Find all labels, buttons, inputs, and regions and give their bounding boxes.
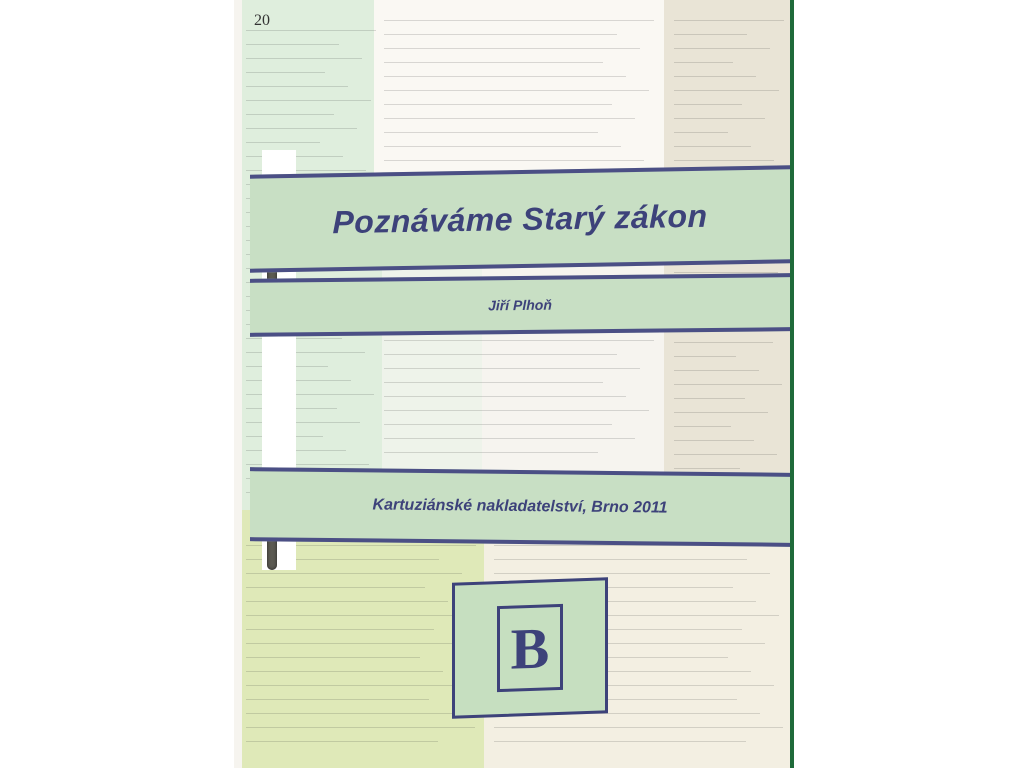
text-line — [384, 396, 626, 397]
text-line — [494, 559, 747, 560]
text-line — [246, 573, 462, 574]
text-line — [674, 454, 777, 455]
text-line — [246, 142, 320, 143]
logo-frame — [497, 604, 563, 692]
text-line — [246, 86, 348, 87]
text-line — [384, 118, 635, 119]
text-line — [674, 48, 770, 49]
text-line — [674, 426, 731, 427]
text-line — [384, 354, 617, 355]
text-line — [674, 34, 747, 35]
title-banner — [250, 165, 790, 272]
text-line — [494, 573, 770, 574]
text-line — [246, 601, 448, 602]
text-line — [674, 398, 745, 399]
book-cover — [234, 0, 790, 768]
text-line — [246, 657, 420, 658]
page-number: 20 — [254, 12, 270, 29]
text-line — [384, 20, 654, 21]
text-line — [246, 685, 466, 686]
text-line — [674, 76, 756, 77]
logo-letter: B — [510, 614, 550, 682]
text-line — [674, 370, 759, 371]
text-line — [384, 382, 603, 383]
book-publisher: Kartuziánské nakladatelství, Brno 2011 — [372, 496, 668, 517]
text-line — [246, 727, 475, 728]
text-line — [674, 384, 782, 385]
publisher-logo — [452, 577, 608, 718]
author-banner — [250, 273, 790, 337]
text-line — [674, 468, 740, 469]
text-line — [246, 58, 362, 59]
text-line — [674, 440, 754, 441]
text-line — [674, 160, 774, 161]
text-line — [384, 438, 635, 439]
text-line — [384, 146, 621, 147]
text-line — [384, 34, 617, 35]
text-line — [674, 356, 736, 357]
text-line — [384, 132, 598, 133]
text-line — [246, 629, 434, 630]
text-line — [384, 90, 649, 91]
text-line — [494, 741, 746, 742]
text-line — [674, 90, 779, 91]
text-line — [384, 160, 644, 161]
text-line — [246, 643, 457, 644]
book-edge — [790, 0, 794, 768]
text-line — [246, 450, 346, 451]
text-line — [384, 48, 640, 49]
book-title: Poznáváme Starý zákon — [332, 197, 708, 240]
text-line — [384, 62, 603, 63]
text-line — [384, 410, 649, 411]
text-line — [674, 62, 733, 63]
text-line — [674, 104, 742, 105]
text-line — [384, 368, 640, 369]
text-line — [246, 615, 471, 616]
text-line — [246, 699, 429, 700]
text-line — [384, 424, 612, 425]
text-line — [674, 132, 728, 133]
text-line — [246, 114, 334, 115]
text-line — [246, 72, 325, 73]
text-line — [246, 713, 452, 714]
book-author: Jiří Plhoň — [488, 296, 552, 314]
publisher-banner — [250, 467, 790, 547]
text-line — [384, 76, 626, 77]
text-line — [494, 727, 783, 728]
text-line — [674, 412, 768, 413]
text-line — [246, 44, 339, 45]
text-line — [674, 20, 784, 21]
text-line — [384, 340, 654, 341]
text-line — [246, 671, 443, 672]
text-line — [674, 342, 773, 343]
text-line — [246, 128, 357, 129]
text-line — [246, 587, 425, 588]
text-line — [384, 104, 612, 105]
text-line — [246, 30, 376, 31]
text-line — [674, 146, 751, 147]
text-line — [246, 741, 438, 742]
text-line — [246, 100, 371, 101]
text-line — [674, 118, 765, 119]
text-line — [384, 452, 598, 453]
